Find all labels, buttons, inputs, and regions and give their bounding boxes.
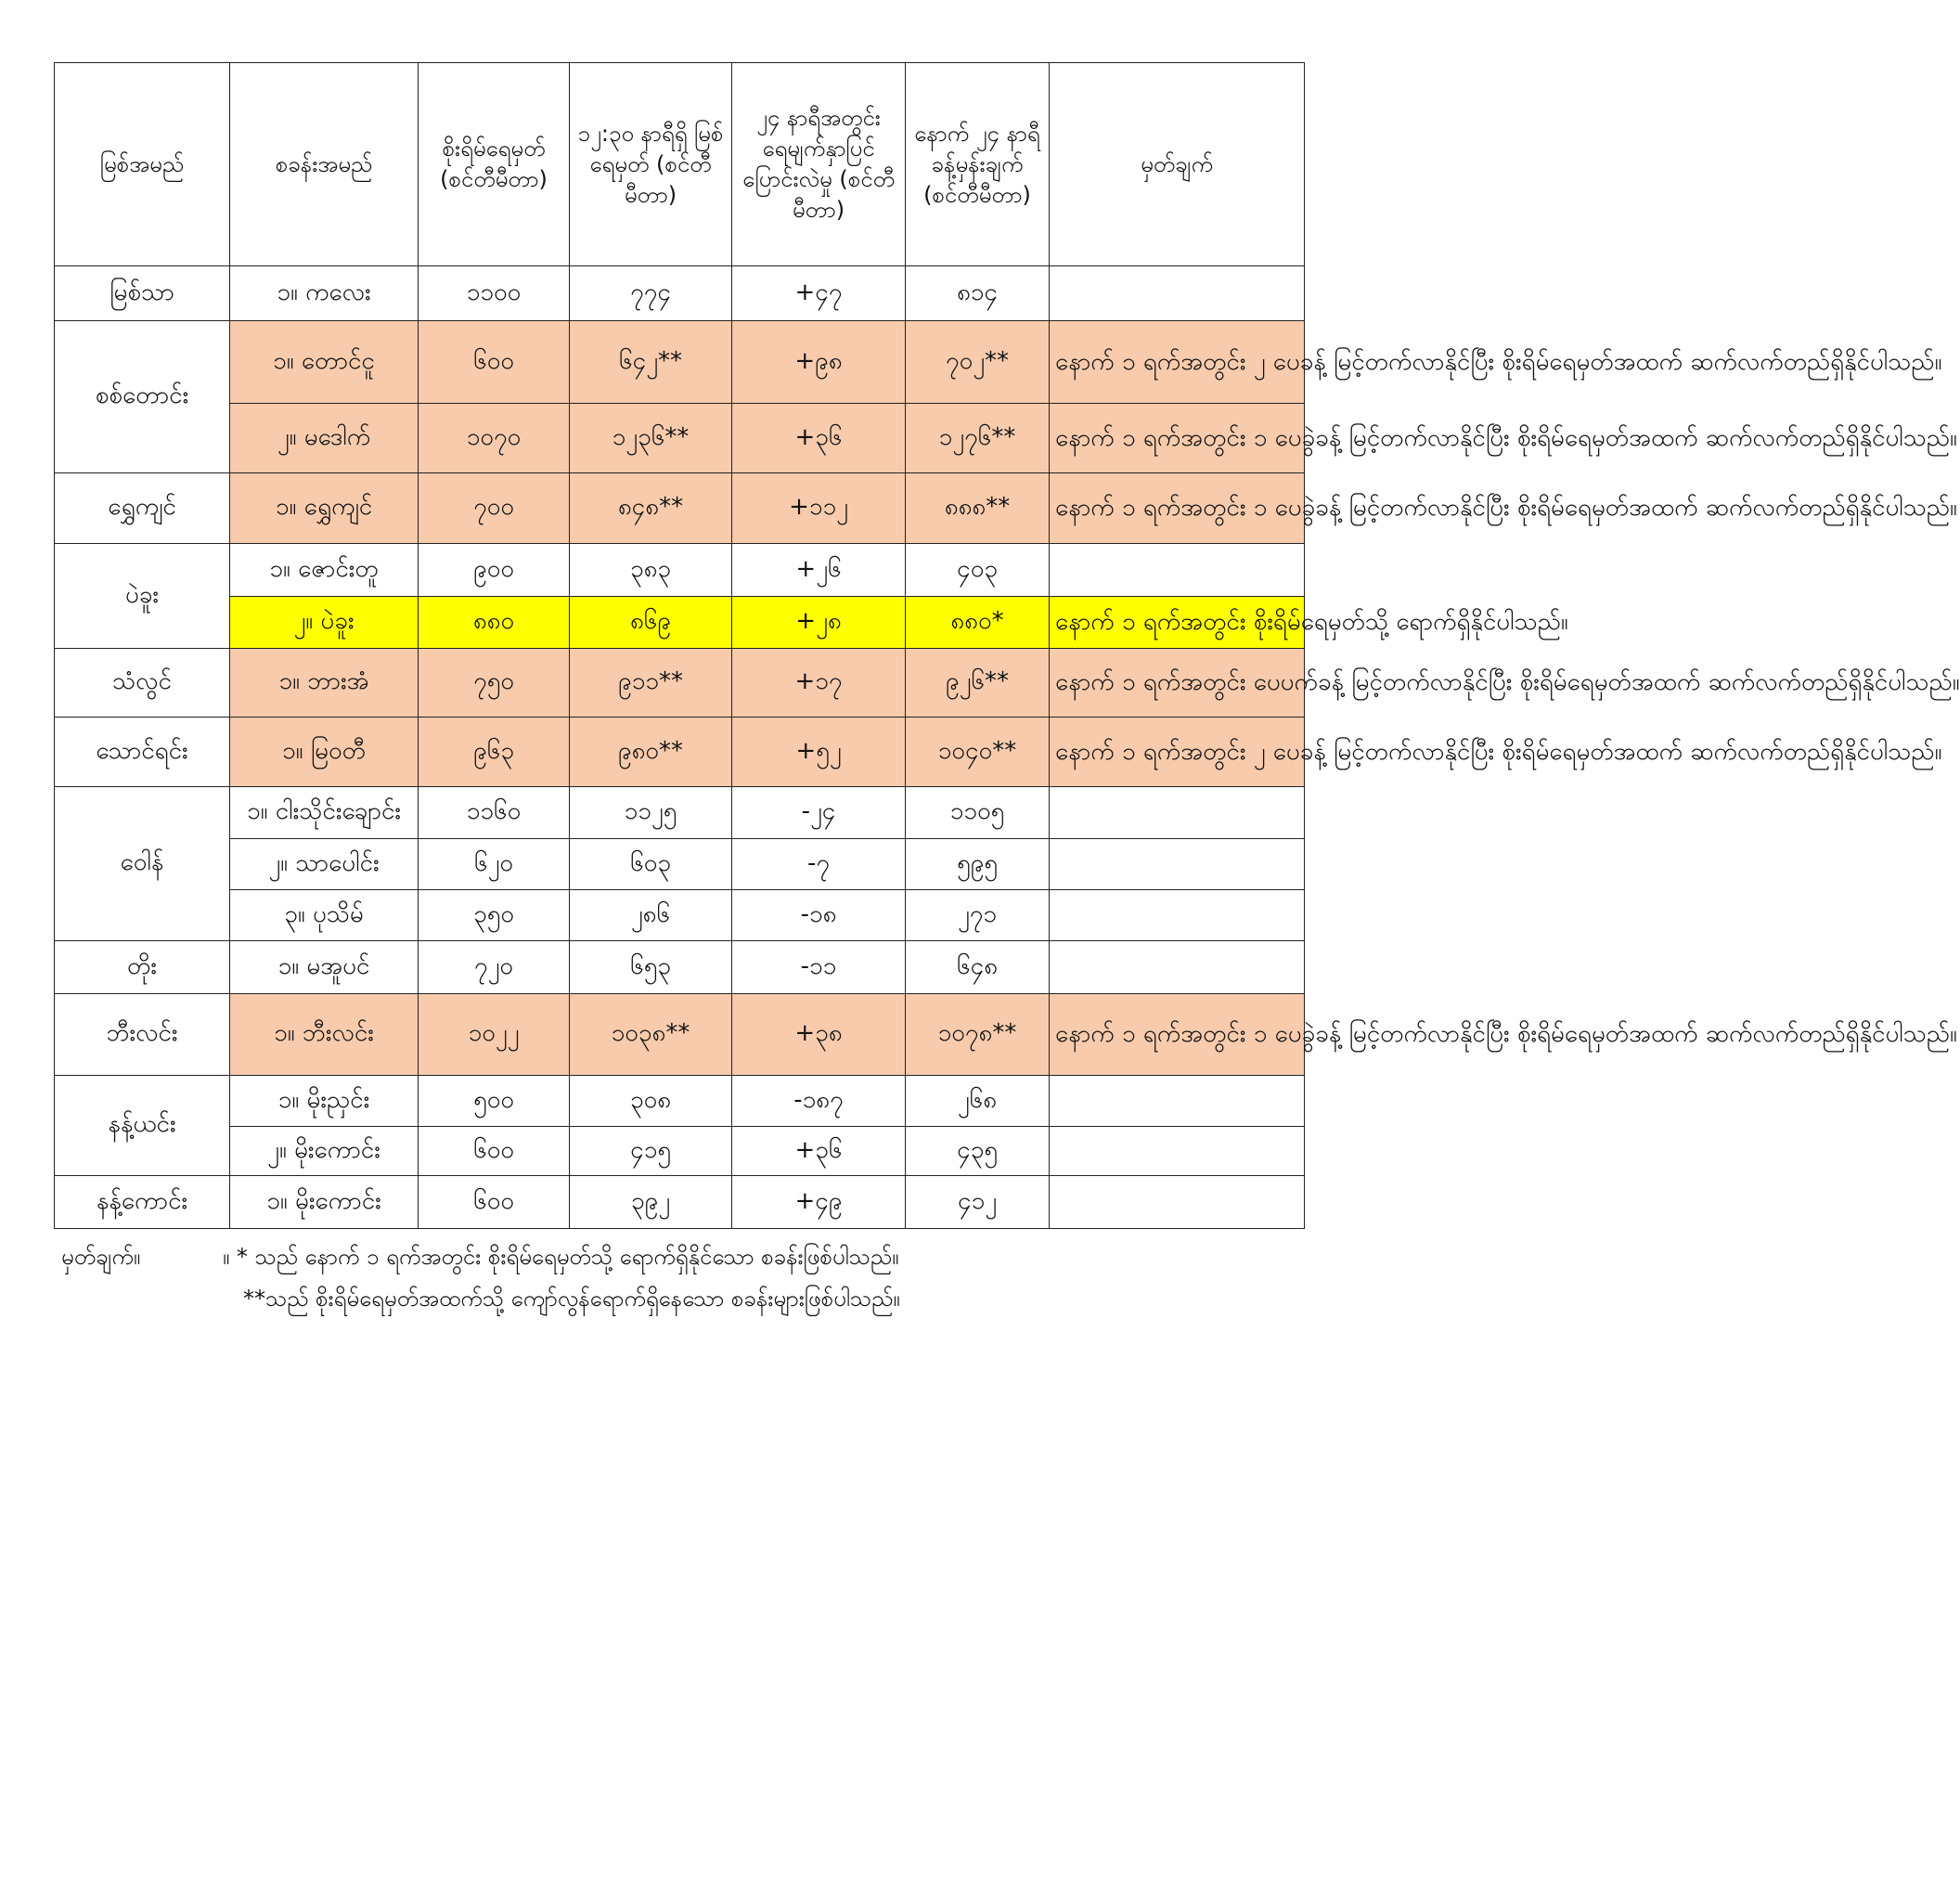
forecast-level: ၅၉၅: [906, 839, 1050, 890]
danger-level: ၆၀၀: [419, 1176, 570, 1229]
header-danger-level: စိုးရိမ်ရေမှတ် (စင်တီမီတာ): [419, 63, 570, 266]
danger-level: ၇၂၀: [419, 941, 570, 994]
current-level: ၁၁၂၅: [570, 787, 732, 839]
table-row: [55, 1076, 1305, 1127]
forecast-level: ၂၇၁: [906, 890, 1050, 941]
station-name: ၂။ မိုးကောင်း: [230, 1127, 419, 1176]
forecast-level: ၁၀၄၀**: [906, 718, 1050, 787]
danger-level: ၁၁၀၀: [419, 266, 570, 321]
remark: [1050, 1127, 1305, 1176]
current-level: ၁၀၃၈**: [570, 994, 732, 1076]
current-level: ၃၈၃: [570, 544, 732, 597]
table-row: [55, 321, 1305, 404]
danger-level: ၉၆၃: [419, 718, 570, 787]
remark: [1050, 787, 1305, 839]
river-name: ပဲခူး: [55, 544, 230, 649]
table-row: [55, 994, 1305, 1076]
forecast-level: ၁၁၀၅: [906, 787, 1050, 839]
current-level: ၉၈၀**: [570, 718, 732, 787]
river-name: စစ်တောင်း: [55, 321, 230, 473]
table-row: [55, 941, 1305, 994]
level-change: +၂၈: [732, 597, 906, 649]
remark: နောက် ၁ ရက်အတွင်း ၁ ပေခွဲခန့် မြင့်တက်လာနိုင်ပြီး စိုးရိမ်ရေမှတ်အထက် ဆက်လက်တည်ရှိနိုင်ပါသည်။: [1050, 473, 1305, 544]
forecast-level: ၈၈၀*: [906, 597, 1050, 649]
header-forecast-24h: နောက် ၂၄ နာရီ ခန့်မှန်းချက် (စင်တီမီတာ): [906, 63, 1050, 266]
current-level: ၇၇၄: [570, 266, 732, 321]
table-row: [55, 787, 1305, 839]
notes-line-2: **သည် စိုးရိမ်ရေမှတ်အထက်သို့ ကျော်လွန်ရောက်ရှိနေသော စခန်းများဖြစ်ပါသည်။: [243, 1286, 900, 1312]
remark: [1050, 1076, 1305, 1127]
danger-level: ၉၀၀: [419, 544, 570, 597]
station-name: ၃။ ပုသိမ်: [230, 890, 419, 941]
danger-level: ၁၀၂၂: [419, 994, 570, 1076]
table-row: [55, 718, 1305, 787]
table-row: [55, 839, 1305, 890]
level-change: -၁၈၇: [732, 1076, 906, 1127]
header-row: [55, 63, 1305, 266]
header-current-level: ၁၂:၃၀ နာရီရှိ မြစ်ရေမှတ် (စင်တီမီတာ): [570, 63, 732, 266]
notes-label: မှတ်ချက်။: [61, 1244, 141, 1270]
danger-level: ၇၅၀: [419, 649, 570, 718]
table-row: [55, 597, 1305, 649]
remark: နောက် ၁ ရက်အတွင်း ၂ ပေခန့် မြင့်တက်လာနိုင်ပြီး စိုးရိမ်ရေမှတ်အထက် ဆက်လက်တည်ရှိနိုင်ပါသည်။: [1050, 718, 1305, 787]
remark: နောက် ၁ ရက်အတွင်း ၁ ပေခွဲခန့် မြင့်တက်လာနိုင်ပြီး စိုးရိမ်ရေမှတ်အထက် ဆက်လက်တည်ရှိနိုင်ပါသည်။: [1050, 994, 1305, 1076]
remark: နောက် ၁ ရက်အတွင်း ပေပက်ခန့် မြင့်တက်လာနိုင်ပြီး စိုးရိမ်ရေမှတ်အထက် ဆက်လက်တည်ရှိနိုင်ပါသည်။: [1050, 649, 1305, 718]
river-name: သောင်ရင်း: [55, 718, 230, 787]
level-change: +၁၁၂: [732, 473, 906, 544]
river-name: မြစ်သာ: [55, 266, 230, 321]
station-name: ၂။ ပဲခူး: [230, 597, 419, 649]
remark: [1050, 266, 1305, 321]
forecast-level: ၈၈၈**: [906, 473, 1050, 544]
table-row: [55, 473, 1305, 544]
danger-level: ၃၅၀: [419, 890, 570, 941]
table-row: [55, 890, 1305, 941]
header-river: မြစ်အမည်: [55, 63, 230, 266]
river-level-table: [54, 62, 1960, 1229]
current-level: ၁၂၃၆**: [570, 404, 732, 473]
danger-level: ၅၀၀: [419, 1076, 570, 1127]
river-name: တိုး: [55, 941, 230, 994]
station-name: ၂။ မဒေါက်: [230, 404, 419, 473]
header-station: စခန်းအမည်: [230, 63, 419, 266]
river-name: ဝေါန်: [55, 787, 230, 941]
danger-level: ၆၂၀: [419, 839, 570, 890]
forecast-level: ၈၁၄: [906, 266, 1050, 321]
table-row: [55, 266, 1305, 321]
header-remark: မှတ်ချက်: [1050, 63, 1305, 266]
level-change: -၂၄: [732, 787, 906, 839]
level-change: +၉၈: [732, 321, 906, 404]
station-name: ၁။ မိုးညှင်း: [230, 1076, 419, 1127]
level-change: -၁၁: [732, 941, 906, 994]
river-name: ရွှေကျင်: [55, 473, 230, 544]
station-name: ၁။ ရွှေကျင်: [230, 473, 419, 544]
danger-level: ၈၈၀: [419, 597, 570, 649]
level-change: -၁၈: [732, 890, 906, 941]
header-change-24h: ၂၄ နာရီအတွင်း ရေမျက်နှာပြင် ပြောင်းလဲမှု (စင်တီမီတာ): [732, 63, 906, 266]
station-name: ၁။ မိုးကောင်း: [230, 1176, 419, 1229]
station-name: ၁။ မြဝတီ: [230, 718, 419, 787]
station-name: ၁။ ဇောင်းတူ: [230, 544, 419, 597]
station-name: ၁။ ကလေး: [230, 266, 419, 321]
station-name: ၁။ တောင်ငူ: [230, 321, 419, 404]
current-level: ၂၈၆: [570, 890, 732, 941]
current-level: ၄၁၅: [570, 1127, 732, 1176]
remark: နောက် ၁ ရက်အတွင်း ၂ ပေခန့် မြင့်တက်လာနိုင်ပြီး စိုးရိမ်ရေမှတ်အထက် ဆက်လက်တည်ရှိနိုင်ပါသည်။: [1050, 321, 1305, 404]
river-name: နန့်ကောင်း: [55, 1176, 230, 1229]
station-name: ၁။ ဘားအံ: [230, 649, 419, 718]
danger-level: ၁၀၇၀: [419, 404, 570, 473]
level-change: +၄၇: [732, 266, 906, 321]
forecast-level: ၄၁၂: [906, 1176, 1050, 1229]
river-name: သံလွင်: [55, 649, 230, 718]
remark: [1050, 1176, 1305, 1229]
table-row: [55, 544, 1305, 597]
river-name: နန့်ယင်း: [55, 1076, 230, 1176]
forecast-level: ၄၀၃: [906, 544, 1050, 597]
danger-level: ၁၁၆၀: [419, 787, 570, 839]
danger-level: ၆၀၀: [419, 1127, 570, 1176]
level-change: +၃၆: [732, 404, 906, 473]
level-change: +၃၆: [732, 1127, 906, 1176]
level-change: +၂၆: [732, 544, 906, 597]
current-level: ၃၀၈: [570, 1076, 732, 1127]
table-row: [55, 649, 1305, 718]
forecast-level: ၁၂၇၆**: [906, 404, 1050, 473]
forecast-level: ၉၂၆**: [906, 649, 1050, 718]
current-level: ၉၁၁**: [570, 649, 732, 718]
current-level: ၆၀၃: [570, 839, 732, 890]
remark: [1050, 839, 1305, 890]
current-level: ၆၅၃: [570, 941, 732, 994]
remark: [1050, 544, 1305, 597]
station-name: ၂။ သာပေါင်း: [230, 839, 419, 890]
forecast-level: ၄၃၅: [906, 1127, 1050, 1176]
forecast-level: ၇၀၂**: [906, 321, 1050, 404]
river-name: ဘီးလင်း: [55, 994, 230, 1076]
level-change: +၄၉: [732, 1176, 906, 1229]
level-change: -၇: [732, 839, 906, 890]
level-change: +၁၇: [732, 649, 906, 718]
forecast-level: ၂၆၈: [906, 1076, 1050, 1127]
table-row: [55, 1127, 1305, 1176]
current-level: ၆၄၂**: [570, 321, 732, 404]
current-level: ၃၉၂: [570, 1176, 732, 1229]
station-name: ၁။ ဘီးလင်း: [230, 994, 419, 1076]
level-change: +၅၂: [732, 718, 906, 787]
current-level: ၈၆၉: [570, 597, 732, 649]
table-row: [55, 404, 1305, 473]
forecast-level: ၁၀၇၈**: [906, 994, 1050, 1076]
station-name: ၁။ ငါးသိုင်းချောင်း: [230, 787, 419, 839]
current-level: ၈၄၈**: [570, 473, 732, 544]
danger-level: ၆၀၀: [419, 321, 570, 404]
remark: [1050, 890, 1305, 941]
forecast-level: ၆၄၈: [906, 941, 1050, 994]
remark: နောက် ၁ ရက်အတွင်း စိုးရိမ်ရေမှတ်သို့ ရောက်ရှိနိုင်ပါသည်။: [1050, 597, 1305, 649]
level-change: +၃၈: [732, 994, 906, 1076]
station-name: ၁။ မအူပင်: [230, 941, 419, 994]
remark: နောက် ၁ ရက်အတွင်း ၁ ပေခွဲခန့် မြင့်တက်လာနိုင်ပြီး စိုးရိမ်ရေမှတ်အထက် ဆက်လက်တည်ရှိနိုင်ပါသည်။: [1050, 404, 1305, 473]
remark: [1050, 941, 1305, 994]
notes-line-1: ။ * သည် နောက် ၁ ရက်အတွင်း စိုးရိမ်ရေမှတ်သို့ ရောက်ရှိနိုင်သော စခန်းဖြစ်ပါသည်။: [223, 1244, 899, 1270]
danger-level: ၇၀၀: [419, 473, 570, 544]
table-row: [55, 1176, 1305, 1229]
